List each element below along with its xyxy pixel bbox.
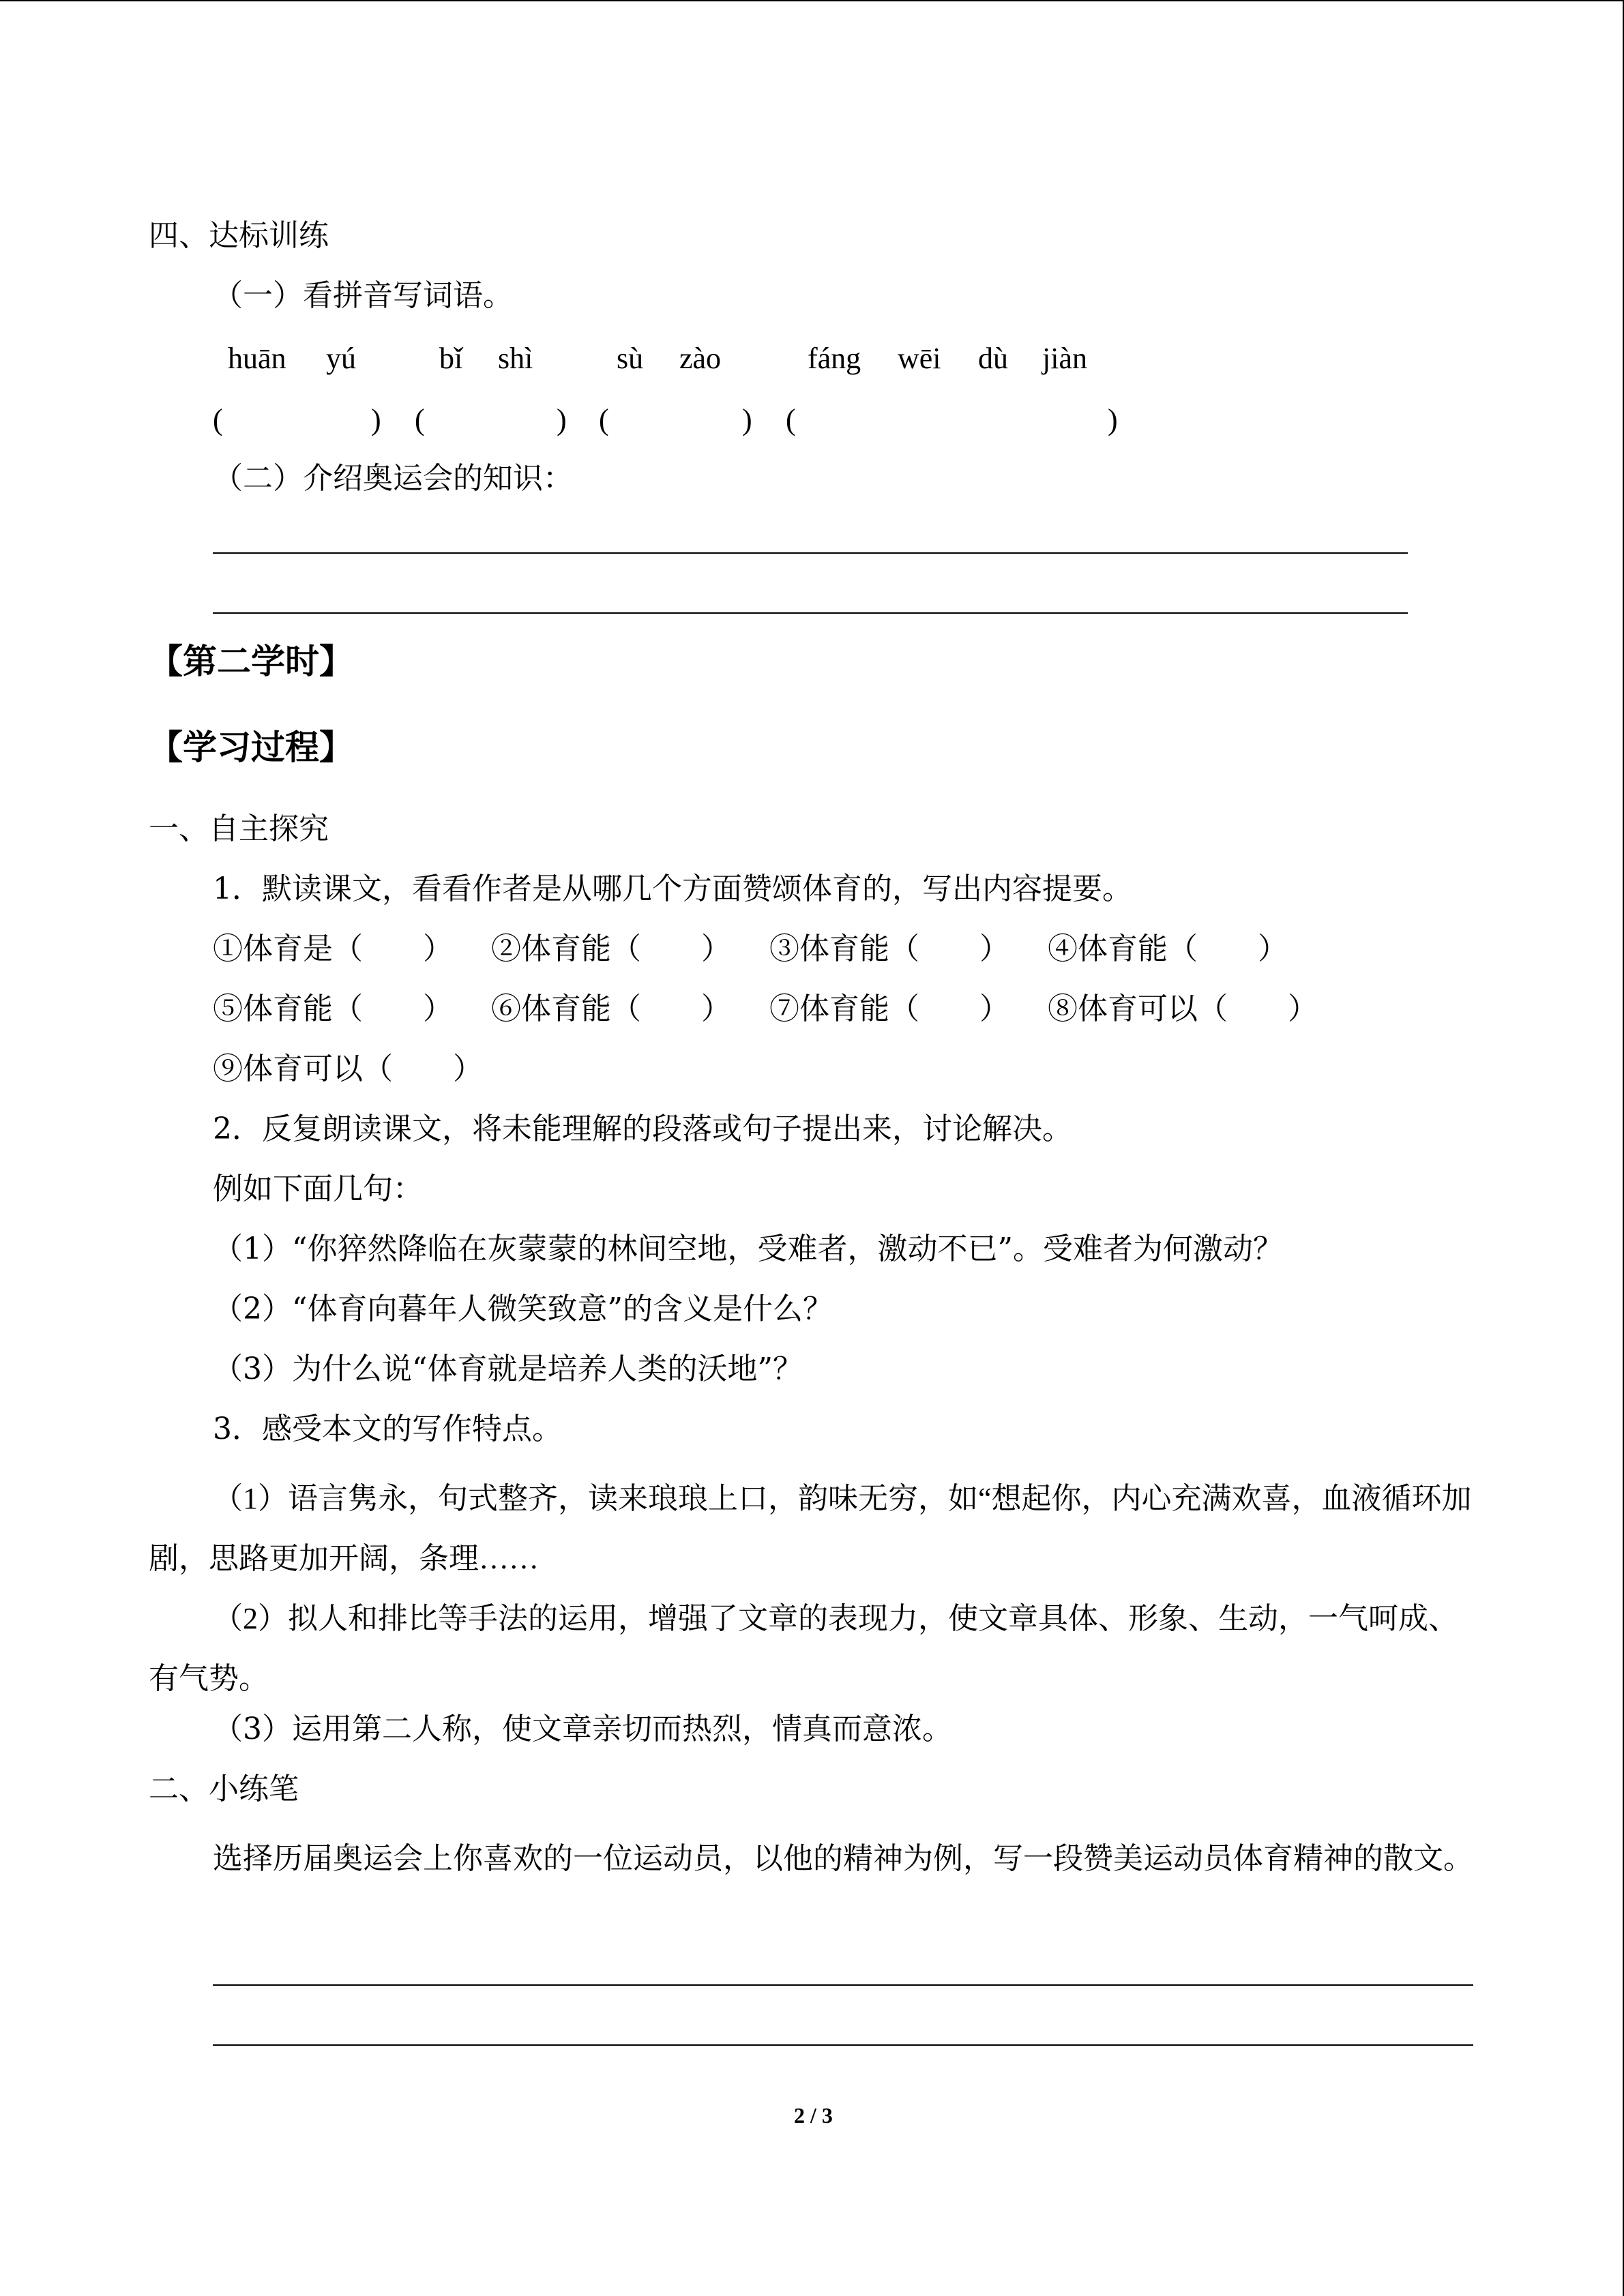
page-number: 2 / 3: [794, 2103, 833, 2128]
exercise-title: （一）看拼音写词语。: [213, 278, 513, 313]
exercise-title: （二）介绍奥运会的知识：: [213, 461, 573, 496]
answer-paren-close: ): [371, 403, 381, 436]
fill-item: ④体育能（ ）: [1048, 931, 1288, 966]
pinyin-bi: bǐ: [439, 342, 463, 375]
question-3-sub: （1）语言隽永，句式整齐，读来琅琅上口，韵味无穷，如“想起你，内心充满欢喜，血液循环加剧，思路更加开阔，条理……: [149, 1482, 1472, 1575]
question-3-sub: （2）拟人和排比等手法的运用，增强了文章的表现力，使文章具体、形象、生动，一气呵成、有气势。: [149, 1602, 1458, 1695]
pinyin-zao: zào: [679, 342, 722, 375]
pinyin-fang: fáng: [808, 342, 861, 375]
writing-prompt: 选择历届奥运会上你喜欢的一位运动员，以他的精神为例，写一段赞美运动员体育精神的散文。: [213, 1842, 1473, 1875]
question-2-sub: （1）“你猝然降临在灰蒙蒙的林间空地，受难者，激动不已”。受难者为何激动？: [213, 1232, 1283, 1266]
fill-item: ⑤体育能（ ）: [213, 992, 453, 1026]
process-heading: 【学习过程】: [149, 727, 353, 767]
answer-line: [213, 2044, 1473, 2046]
fill-item: ③体育能（ ）: [769, 931, 1009, 966]
answer-line: [213, 552, 1408, 554]
answer-line: [213, 1984, 1473, 1986]
question-3-sub: （3）运用第二人称，使文章亲切而热烈，情真而意浓。: [213, 1712, 952, 1746]
answer-paren-open: (: [415, 403, 425, 436]
pinyin-jian: jiàn: [1042, 342, 1087, 375]
fill-item: ⑨体育可以（ ）: [213, 1052, 483, 1086]
answer-paren-open: (: [786, 403, 796, 436]
question-2: 2．反复朗读课文，将未能理解的段落或句子提出来，讨论解决。: [213, 1112, 1072, 1146]
section-title: 二、小练笔: [149, 1772, 299, 1806]
answer-paren-close: ): [557, 403, 567, 436]
question-2-example: 例如下面几句：: [213, 1172, 423, 1206]
fill-item: ①体育是（ ）: [213, 931, 453, 966]
fill-item: ②体育能（ ）: [491, 931, 731, 966]
pinyin-huan: huān: [228, 342, 286, 375]
answer-paren-open: (: [213, 403, 223, 436]
pinyin-yu: yú: [326, 342, 356, 375]
question-1: 1．默读课文，看看作者是从哪几个方面赞颂体育的，写出内容提要。: [213, 871, 1132, 906]
answer-paren-close: ): [1108, 403, 1118, 436]
question-2-sub: （2）“体育向暮年人微笑致意”的含义是什么？: [213, 1292, 833, 1326]
pinyin-su: sù: [617, 342, 644, 375]
section-title: 四、达标训练: [149, 218, 329, 253]
fill-item: ⑦体育能（ ）: [769, 992, 1009, 1026]
answer-line: [213, 612, 1408, 614]
pinyin-shi: shì: [498, 342, 533, 375]
answer-paren-close: ): [742, 403, 752, 436]
pinyin-du: dù: [978, 342, 1008, 375]
question-2-sub: （3）为什么说“体育就是培养人类的沃地”？: [213, 1352, 803, 1386]
fill-item: ⑧体育可以（ ）: [1048, 992, 1318, 1026]
section-title: 一、自主探究: [149, 811, 329, 846]
answer-paren-open: (: [599, 403, 609, 436]
question-3: 3．感受本文的写作特点。: [213, 1412, 562, 1446]
pinyin-wei: wēi: [898, 342, 941, 375]
lesson-heading: 【第二学时】: [149, 641, 353, 681]
fill-item: ⑥体育能（ ）: [491, 992, 731, 1026]
